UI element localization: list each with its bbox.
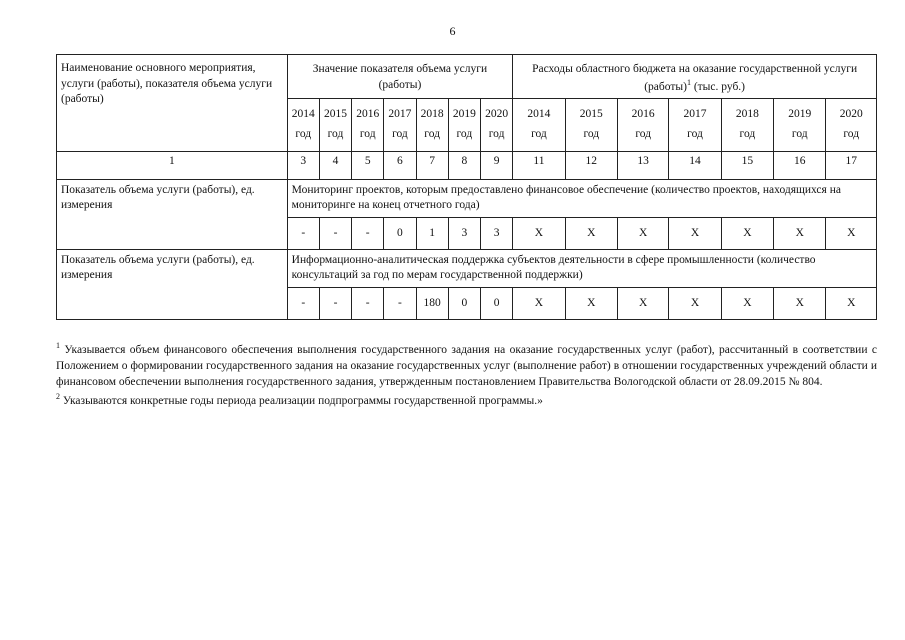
indicator-value-cell: 0 <box>480 287 512 319</box>
year-label: 2014 <box>291 107 315 120</box>
expense-year-header <box>617 98 668 151</box>
column-number: 14 <box>669 151 721 179</box>
column-number: 16 <box>774 151 826 179</box>
indicator-value-cell: 0 <box>448 287 480 319</box>
expense-value-cell: X <box>669 217 721 249</box>
expense-value-cell: X <box>721 287 773 319</box>
year-label: 2019 <box>788 107 812 120</box>
year-label: 2016 <box>356 107 380 120</box>
indicator-label: Показатель объема услуги (работы), ед. измерения <box>57 249 288 319</box>
expense-value-cell: X <box>721 217 773 249</box>
page-number: 6 <box>449 24 456 38</box>
indicator-value-cell: - <box>352 287 384 319</box>
indicator-description: Информационно-аналитическая поддержка субъектов деятельности в сфере промышленности (количество консультаций за год по мерам государственной поддержки) <box>287 249 876 287</box>
indicator-value-cell: 0 <box>384 217 416 249</box>
expense-group-text: Расходы областного бюджета на оказание государственной услуги (работы) <box>532 63 858 93</box>
indicator-year-header <box>448 98 480 151</box>
footnote-ref-1: 1 <box>686 77 691 87</box>
indicator-year-header <box>319 98 351 151</box>
indicator-year-header <box>384 98 416 151</box>
expense-value-cell: X <box>826 217 877 249</box>
footnote-text: Указываются конкретные годы периода реализации подпрограммы государственной программы.» <box>60 394 543 407</box>
indicator-value-cell: - <box>352 217 384 249</box>
expense-value-cell: X <box>565 287 617 319</box>
expense-value-cell: X <box>513 217 565 249</box>
year-word: год <box>583 128 600 141</box>
column-number: 7 <box>416 151 448 179</box>
column-number: 11 <box>513 151 565 179</box>
expense-value-cell: X <box>826 287 877 319</box>
year-word: год <box>635 128 652 141</box>
expense-group-unit: (тыс. руб.) <box>690 80 746 93</box>
indicator-row <box>57 249 877 287</box>
footnote-mark: 1 <box>56 341 60 350</box>
year-label: 2015 <box>579 107 603 120</box>
indicator-year-header <box>480 98 512 151</box>
indicator-value-cell: - <box>287 287 319 319</box>
year-label: 2020 <box>485 107 509 120</box>
expense-value-cell: X <box>617 287 668 319</box>
year-word: год <box>392 128 408 141</box>
year-word: год <box>327 128 344 141</box>
indicator-description: Мониторинг проектов, которым предоставлено финансовое обеспечение (количество проектов, находящихся на мониторинге на конец отчетного года) <box>287 179 876 217</box>
year-word: год <box>791 128 808 141</box>
expense-year-header <box>721 98 773 151</box>
footnote-1 <box>56 340 877 391</box>
year-label: 2018 <box>735 107 759 120</box>
year-word: год <box>424 128 440 141</box>
column-number: 4 <box>319 151 351 179</box>
year-word: год <box>456 128 473 141</box>
column-number: 9 <box>480 151 512 179</box>
column-number: 5 <box>352 151 384 179</box>
year-label: 2017 <box>683 107 707 120</box>
column-number-row <box>57 151 877 179</box>
footnote-text: Указывается объем финансового обеспечения выполнения государственного задания на оказание государственных услуг (работ), рассчитанный в соответствии с Положением о формировании государственного задания на оказание государственных услуг (выполнение работ) в отношении государственных учреждений области и финансовом обеспечении выполнения государственного задания, утвержденным постановлением Правительства Вологодской области от 28.09.2015 № 804. <box>56 343 877 389</box>
year-word: год <box>531 128 547 141</box>
column-number: 13 <box>617 151 668 179</box>
footnote-2 <box>56 391 877 409</box>
indicator-value-cell: - <box>319 217 351 249</box>
indicator-value-cell: 180 <box>416 287 448 319</box>
year-label: 2016 <box>631 107 655 120</box>
year-label: 2020 <box>839 107 863 120</box>
expense-year-header <box>513 98 565 151</box>
indicator-value-cell: - <box>319 287 351 319</box>
expense-value-cell: X <box>774 217 826 249</box>
year-word: год <box>739 128 756 141</box>
year-word: год <box>843 128 860 141</box>
year-word: год <box>295 128 312 141</box>
expense-value-cell: X <box>617 217 668 249</box>
column-number: 15 <box>721 151 773 179</box>
year-label: 2019 <box>452 107 476 120</box>
year-label: 2015 <box>323 107 347 120</box>
footnotes <box>56 340 877 409</box>
column-number: 1 <box>57 151 288 179</box>
indicator-value-cell: - <box>287 217 319 249</box>
indicator-label: Показатель объема услуги (работы), ед. измерения <box>57 179 288 249</box>
expense-year-header <box>565 98 617 151</box>
header-indicator-group: Значение показателя объема услуги (работы) <box>287 55 513 99</box>
column-number: 8 <box>448 151 480 179</box>
indicator-row <box>57 179 877 217</box>
indicator-value-cell: 1 <box>416 217 448 249</box>
year-word: год <box>687 128 703 141</box>
budget-table <box>56 54 877 320</box>
year-word: год <box>359 128 376 141</box>
year-word: год <box>488 128 505 141</box>
indicator-value-cell: 3 <box>448 217 480 249</box>
expense-year-header <box>826 98 877 151</box>
indicator-value-cell: - <box>384 287 416 319</box>
expense-value-cell: X <box>774 287 826 319</box>
column-number: 6 <box>384 151 416 179</box>
header-expense-group <box>513 55 877 99</box>
column-number: 3 <box>287 151 319 179</box>
expense-value-cell: X <box>669 287 721 319</box>
expense-value-cell: X <box>513 287 565 319</box>
indicator-year-header <box>287 98 319 151</box>
indicator-year-header <box>416 98 448 151</box>
footnote-mark: 2 <box>56 391 60 401</box>
year-label: 2014 <box>527 107 551 120</box>
year-label: 2017 <box>388 107 412 120</box>
header-name-cell: Наименование основного мероприятия, услуги (работы), показателя объема услуги (работы) <box>57 55 288 152</box>
expense-year-header <box>669 98 721 151</box>
expense-year-header <box>774 98 826 151</box>
year-label: 2018 <box>420 107 444 120</box>
expense-value-cell: X <box>565 217 617 249</box>
column-number: 12 <box>565 151 617 179</box>
column-number: 17 <box>826 151 877 179</box>
indicator-year-header <box>352 98 384 151</box>
indicator-value-cell: 3 <box>480 217 512 249</box>
